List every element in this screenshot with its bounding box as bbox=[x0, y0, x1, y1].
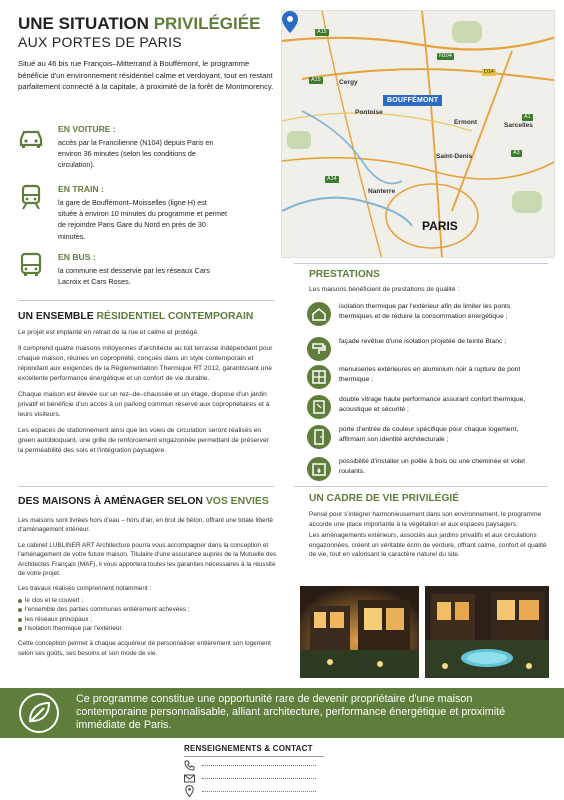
cadre-p1: Pensé pour s'intégrer harmonieusement dans son environnement, le programme accorde une place importante à la végétation et aux espaces paysagers. bbox=[309, 511, 542, 528]
contact-address-row bbox=[184, 785, 324, 797]
car-title: EN VOITURE : bbox=[58, 124, 116, 134]
maisons-p2: Le cabinet LUBLINER ART Architecture pourra vous accompagner dans la conception et l'aménagement de votre future maison. Titulaire d'une assurance auprès de la Mutuelle des Architectes Français (MAF), il vous apportera toutes les garanties nécessaires à la réussite de votre projet. bbox=[18, 541, 277, 578]
list-item: l'ensemble des parties communes entièrement achevées ; bbox=[18, 605, 278, 614]
double-glazing-icon bbox=[307, 395, 331, 419]
ensemble-title-part2: RÉSIDENTIEL CONTEMPORAIN bbox=[96, 311, 254, 322]
page-title bbox=[18, 14, 260, 52]
list-item: l'isolation thermique par l'extérieur. bbox=[18, 624, 278, 633]
conclusion-banner bbox=[0, 688, 564, 738]
maisons-p1: Les maisons sont livrées hors d'eau – hors d'air, en brut de béton, offrant une totale liberté d'aménagement intérieur. bbox=[18, 517, 273, 534]
road-a15-west: A15 bbox=[311, 77, 321, 83]
road-a15-north: A15 bbox=[317, 29, 327, 35]
address-line bbox=[202, 791, 316, 792]
divider bbox=[18, 300, 274, 301]
prestation-text: possibilité d'installer un poêle à bois ou une cheminée et volet roulants. bbox=[339, 458, 526, 475]
road-d14: D14 bbox=[484, 69, 494, 75]
ensemble-title bbox=[18, 311, 253, 322]
city-cergy: Cergy bbox=[339, 79, 358, 86]
city-saint-denis: Saint-Denis bbox=[436, 153, 473, 160]
residence-photo-2 bbox=[425, 586, 549, 678]
phone-icon bbox=[184, 760, 195, 771]
prestation-item bbox=[307, 425, 547, 453]
cadre-title bbox=[309, 493, 459, 504]
bus-text: la commune est desservie par les réseaux Cars Lacroix et Cars Roses. bbox=[58, 266, 210, 287]
divider bbox=[18, 486, 274, 487]
door-icon bbox=[307, 425, 331, 449]
divider bbox=[294, 263, 548, 264]
ensemble-body bbox=[18, 328, 274, 462]
location-pin-icon bbox=[282, 11, 298, 33]
maisons-p4: Cette conception permet à chaque acquéreur de personnaliser entièrement son logement selon ses goûts, ses besoins et son mode de vie. bbox=[18, 640, 271, 657]
city-pontoise: Pontoise bbox=[355, 109, 383, 116]
city-paris: PARIS bbox=[422, 219, 458, 233]
ensemble-title-part1: UN ENSEMBLE bbox=[18, 311, 97, 322]
road-n104: N104 bbox=[439, 53, 452, 59]
road-a3: A3 bbox=[513, 150, 520, 156]
prestation-item bbox=[307, 457, 547, 485]
city-ermont: Ermont bbox=[454, 119, 478, 126]
email-icon bbox=[184, 773, 195, 784]
works-list bbox=[18, 596, 278, 634]
title-part1: UNE SITUATION bbox=[18, 14, 154, 33]
leaf-icon bbox=[18, 692, 60, 734]
cadre-title-part1: UN CADRE DE VIE bbox=[309, 493, 402, 504]
location-map bbox=[281, 10, 555, 258]
maisons-title-part1: DES MAISONS À AMÉNAGER SELON bbox=[18, 496, 206, 507]
divider bbox=[184, 756, 324, 757]
prestation-text: menuiseries extérieures en aluminium noir à rupture de pont thermique ; bbox=[339, 366, 521, 383]
train-icon bbox=[18, 184, 44, 210]
ensemble-p1: Le projet est implanté en retrait de la rue et calme et protégé. bbox=[18, 329, 200, 336]
prestations-title: PRESTATIONS bbox=[309, 269, 380, 280]
intro-text: Situé au 46 bis rue François–Mitterrand à Bouffémont, le programme bénéficie d'un environnement résidentiel calme et verdoyant, tout en restant parfaitement connecté à la capitale, à proximité de la forêt de Montmorency. bbox=[18, 59, 274, 92]
prestation-item bbox=[307, 365, 547, 393]
bus-icon bbox=[18, 252, 44, 278]
prestations-intro: Les maisons bénéficient de prestations de qualité : bbox=[309, 286, 460, 293]
cadre-p2: Les aménagements extérieurs, associés aux jardins privatifs et aux circulations engazonnées, créent un véritable écrin de verdure, offrant calme, confort et qualité de vie, tout en valorisant le caractère naturel du site. bbox=[309, 532, 547, 558]
email-line bbox=[202, 778, 316, 779]
ensemble-p4: Les espaces de stationnement ainsi que les voies de circulation seront réalisés en green autobloquant, une grille de renforcement engazonnée permettant de préserver la perméabilité des sols et l'intégration paysagère. bbox=[18, 427, 269, 454]
maisons-body bbox=[18, 516, 278, 664]
title-line2: AUX PORTES DE PARIS bbox=[18, 34, 182, 50]
phone-line bbox=[202, 765, 316, 766]
divider bbox=[294, 486, 548, 487]
ensemble-p2: Il comprend quatre maisons mitoyennes d'architecte au toit terrasse indépendant pour chaque maison, réunies en copropriété, conçues dans un style contemporain et répondant aux exigences de la Réglementation Thermique RT 2012, garantissant une excellente performance énergétique et un confort de vie durable. bbox=[18, 345, 273, 382]
car-icon bbox=[18, 124, 44, 150]
maisons-title bbox=[18, 496, 269, 507]
window-icon bbox=[307, 365, 331, 389]
house-insulation-icon bbox=[307, 302, 331, 326]
banner-text: Ce programme constitue une opportunité rare de devenir propriétaire d'une maison contemporaine personnalisable, alliant architecture, performance énergétique et proximité immédiate de Paris. bbox=[76, 693, 506, 731]
contact-phone-row bbox=[184, 759, 324, 771]
location-icon bbox=[185, 785, 194, 797]
maisons-p3: Les travaux réalisés comprennent notamment : bbox=[18, 585, 152, 593]
city-sarcelles: Sarcelles bbox=[504, 122, 533, 129]
road-a14: A14 bbox=[327, 176, 337, 182]
city-nanterre: Nanterre bbox=[368, 188, 396, 195]
road-a1: A1 bbox=[524, 114, 531, 120]
map-roads bbox=[282, 11, 555, 258]
prestation-item bbox=[307, 395, 547, 423]
prestation-text: porte d'entrée de couleur spécifique pour chaque logement, affirmant son identité architecturale ; bbox=[339, 426, 519, 443]
prestation-item bbox=[307, 337, 547, 365]
residence-photo-1 bbox=[300, 586, 419, 678]
prestation-item bbox=[307, 302, 547, 330]
car-text: accès par la Francilienne (N104) depuis Paris en environ 36 minutes (selon les conditions de circulation). bbox=[58, 138, 214, 170]
paint-roller-icon bbox=[307, 337, 331, 361]
bus-title: EN BUS : bbox=[58, 252, 96, 262]
list-item: les réseaux principaux ; bbox=[18, 615, 278, 624]
cadre-title-part2: PRIVILÉGIÉ bbox=[401, 493, 460, 504]
list-item: le clos et le couvert ; bbox=[18, 596, 278, 605]
contact-email-row bbox=[184, 772, 324, 784]
fireplace-icon bbox=[307, 457, 331, 481]
prestation-text: double vitrage haute performance assurant confort thermique, acoustique et sécurité ; bbox=[339, 396, 526, 413]
contact-title: RENSEIGNEMENTS & CONTACT bbox=[184, 744, 313, 753]
prestation-text: isolation thermique par l'extérieur afin de limiter les ponts thermiques et de réduire la consommation énergétique ; bbox=[339, 303, 511, 320]
maisons-title-part2: VOS ENVIES bbox=[205, 496, 269, 507]
train-text: la gare de Bouffémont–Moisselles (ligne H) est située à environ 10 minutes du programme et permet de rejoindre Paris Gare du Nord en près de 30 minutes. bbox=[58, 198, 227, 241]
title-part2: PRIVILÉGIÉE bbox=[153, 14, 261, 33]
pin-label: BOUFFÉMONT bbox=[383, 95, 442, 106]
train-title: EN TRAIN : bbox=[58, 184, 104, 194]
prestation-text: façade revêtue d'une isolation projetée de teinte Blanc ; bbox=[339, 338, 507, 345]
cadre-body bbox=[309, 510, 549, 566]
ensemble-p3: Chaque maison est élevée sur un rez–de–chaussée et un étage, dispose d'un jardin privatif et bénéficie d'un accès à un parking commun réservé aux copropriétaires et à leurs visiteurs. bbox=[18, 391, 270, 418]
